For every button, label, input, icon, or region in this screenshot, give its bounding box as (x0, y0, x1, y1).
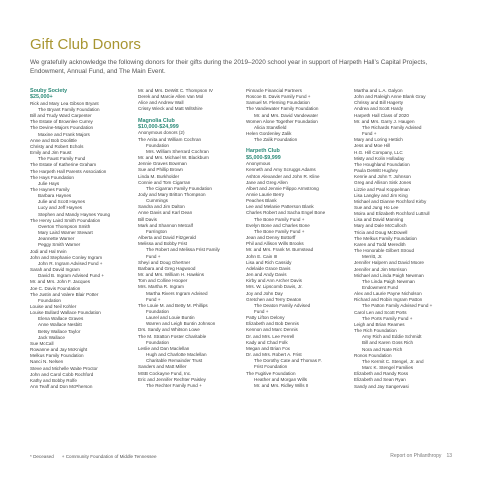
donor-entry: The Louie M. and Betty M. Phillips (138, 302, 208, 308)
donor-entry: Crissy Wieck and Matt Wiltshire (138, 106, 203, 112)
donor-entry: Jennifer Halpern and David Moore (354, 260, 424, 266)
donor-entry: John E. Cain III (246, 253, 278, 259)
donor-entry: Moira and Elizabeth Rochford Luttrull (354, 211, 430, 217)
donor-entry: The Deaton Family Advised (254, 302, 311, 308)
donor-entry: MSB Cockayne Fund, Inc. (138, 370, 192, 376)
donor-entry: Mark and Shannon Metcalf (138, 222, 193, 228)
donor-entry: Alberta and David Fitzgerald (138, 235, 196, 241)
donor-entry: Elizabeth and Randy Ross (354, 371, 409, 377)
donor-entry: Harpeth Hall Class of 2020 (354, 112, 409, 118)
donor-entry: Lucy and Jeff Haynes (38, 205, 83, 211)
donor-entry: Bill and Trudy Ward Carpenter (30, 113, 92, 119)
donor-entry: The Ports Family Fund + (362, 315, 413, 321)
page-number: 13 (446, 453, 452, 459)
donor-entry: Karen and Todd Meredith (354, 241, 406, 247)
donor-entry: Mary and Loring Hettich (354, 137, 403, 143)
donor-entry: Mary Laird Warner Stewart (38, 230, 93, 236)
donor-entry: Connie and Tom Cigarran (138, 179, 191, 185)
donor-entry: Melissa and Bobby Frist (138, 241, 188, 247)
donor-entry: The Estate of Brownlee Currey (30, 119, 93, 125)
club-heading: $25,000+ (30, 94, 53, 101)
donor-entry: The Bryant Family Foundation (38, 106, 100, 112)
donor-entry: Kady and Chad Folk (246, 339, 288, 345)
report-title: Report on Philanthropy (390, 453, 442, 459)
donor-entry: Peaches Blank (246, 198, 277, 204)
donor-entry: Leigh and Brian Reames (354, 321, 405, 327)
donor-entry: Roscoe B. Davis Family Fund + (246, 94, 311, 100)
legend-community-foundation: + Community Foundation of Middle Tennessee (61, 454, 157, 459)
donor-entry: Kennon and Marc Dennis (246, 327, 298, 333)
donor-entry: Michael and Linda Paigh Newman (354, 272, 424, 278)
donor-entry: The Harpeth Hall Parents Association (30, 168, 107, 174)
donor-entry: Hugh and Charlotte Maclellan (146, 352, 207, 358)
donor-entry: Peggy Smith Warner (38, 242, 81, 248)
donor-entry: Linda M. Burkholder (138, 173, 180, 179)
donor-entry: The Richards Family Advised (362, 124, 422, 130)
donor-entry: The Honorable Gilbert Stroud (354, 248, 415, 254)
donor-entry: Helen Gordenley Zalik (246, 131, 292, 137)
donor-entry: Dr. and Mrs. Lee Ferrell (246, 333, 295, 339)
donor-entry: Farrington (146, 228, 167, 234)
donor-entry: The Rechter Family Fund + (146, 382, 202, 388)
donor-entry: Nora and Nate Rich (362, 346, 403, 352)
donor-entry: The Robert and Melissa Frist Family (146, 247, 220, 253)
donor-entry: Louise Bullard Wallace Foundation (30, 310, 101, 316)
donor-entry: H.G. Hill Company, LLC (354, 149, 403, 155)
donor-entry: The Zalik Foundation (254, 137, 298, 143)
donor-entry: The Patton Family Advised Fund + (362, 303, 433, 309)
donor-entry: Lee and Melanie Patterson Blank (246, 204, 314, 210)
donor-entry: Jodi and Hal Irwin (30, 248, 67, 254)
donor-entry: Adelaide Grace Davis (246, 265, 291, 271)
donor-column-3 (246, 88, 346, 440)
donor-entry: Fund + (254, 308, 269, 314)
donor-entry: Warren and Leigh Buntin Johnson (146, 321, 216, 327)
donor-entry: Derek and Marcie Allen Van Mol (138, 94, 204, 100)
donor-entry: Ashton Alexander and John R. Kline (246, 173, 320, 179)
donor-entry: Sue and Phillip Brown (138, 167, 183, 173)
donor-entry: Megan and Brian Fox (246, 345, 290, 351)
footer-page-info (390, 453, 452, 459)
donor-entry: The M. Stratton Foster Charitable (138, 333, 207, 339)
donor-entry: Kirby and Ann Archer Davis (246, 278, 302, 284)
donor-entry: Julie and Scott Haynes (38, 199, 85, 205)
donor-entry: Lisa and David Manning (354, 217, 404, 223)
donor-entry: Joy and John Day (246, 290, 283, 296)
donor-entry: Heather and Morgan Wills (254, 376, 308, 382)
donor-entry: Jen and Andy Davis (246, 272, 287, 278)
donor-entry: Endowment Fund (362, 285, 399, 290)
donor-entry: The Linda Paigh Newman (362, 278, 415, 284)
donor-entry: John and Raleigh Anne Blank Gray (354, 94, 426, 100)
donor-column-2 (138, 88, 238, 440)
donor-entry: Gretchen and Terry Deaton (246, 296, 302, 302)
donor-entry: The Vandewater Family Foundation (246, 106, 319, 112)
donor-entry: Sanders and Matt Miller (138, 364, 187, 370)
donor-entry: Maxine and Frank Majors (38, 131, 90, 137)
donor-entry: Stephen and Mandy Haynes Young (38, 211, 111, 217)
donor-entry: Mrs. Martha R. Ingram (138, 284, 184, 290)
donor-entry: Greg and Allison Sisk Jones (354, 180, 412, 186)
donor-entry: Eric and Jennifer Rechter Paisley (138, 376, 206, 382)
donor-entry: Pinnacle Financial Partners (246, 88, 302, 93)
donor-entry: Alicia Stansfield (254, 124, 287, 130)
intro-paragraph: We gratefully acknowledge the following donors for their gifts during the 2019–2020 school year in support of Harpeth Hall’s Capital Projects, Endowment, Annual Fund, and The Main Event. (30, 59, 428, 75)
donor-entry: Julie Hays (38, 180, 60, 186)
donor-entry: Sandy and Jay Sangervasi (354, 383, 409, 389)
donor-entry: Phil and Allison Wills Brooks (246, 241, 304, 247)
donor-entry: Melkus Family Foundation (30, 353, 84, 359)
donor-entry: Richard and Robin Ingram Patton (354, 297, 423, 303)
donor-entry: Elena Wallace Graves (38, 316, 84, 322)
club-heading: Harpeth Club (246, 148, 280, 155)
donor-entry: Lisa Langley and Jim King (354, 192, 408, 198)
donor-entry: Anne Wallace Nesbitt (38, 322, 82, 328)
donor-entry: The Justin and Valere Blair Potter (30, 291, 99, 297)
donor-entry: David B. Ingram Advised Fund + (38, 273, 105, 279)
donor-entry: Foundation (146, 142, 169, 148)
donor-entry: Misty and Kolin Holladay (354, 155, 405, 161)
donor-entry: Annie Laurie Berry (246, 192, 285, 197)
club-heading: $10,000-$24,999 (138, 124, 179, 131)
donor-entry: The Faust Family Fund (38, 156, 86, 162)
donor-entry: Sheyi and Doug Ghertner (138, 259, 191, 265)
donor-entry: The Bone Family Fund + (254, 228, 305, 234)
donor-entry: Kenrie and John T. Johnson (354, 174, 411, 180)
donor-entry: Evelyn Bone and Charles Bone (246, 222, 310, 228)
donor-entry: Foundation (146, 339, 169, 345)
donor-entry: Ronos Foundation (354, 352, 392, 358)
donor-entry: Lisa and Rich Cassidy (246, 259, 292, 265)
donor-entry: Mr. and Mrs. David Vandewater (254, 112, 318, 118)
donor-entry: Martha Rivers Ingram Advised (146, 290, 208, 296)
donor-entry: The Devine-Majors Foundation (30, 125, 94, 131)
donor-entry: Merritt, Jr. (362, 254, 383, 260)
donor-entry: Fund + (146, 296, 161, 302)
donor-entry: Charitable Remainder Trust (146, 358, 203, 364)
donor-entry: Fund + (362, 131, 377, 137)
donor-entry: Overton Thompson Smith (38, 223, 91, 229)
donor-entry: Jennifer and Jim Morrison (354, 266, 407, 272)
donor-entry: Sarah and David Ingram (30, 267, 80, 273)
donor-entry: Laurel and Louie Buntin (146, 315, 195, 321)
donor-entry: Leslie and Dan Maclellan (138, 345, 190, 351)
donor-entry: Mrs. William Sherrard Cochran (146, 148, 209, 154)
donor-columns (30, 88, 454, 440)
donor-entry: Women Alone Together Foundation (246, 118, 318, 124)
donor-entry: Christy and Robert Echols (30, 143, 84, 149)
donor-entry: Jane and Greg Allen (246, 179, 288, 185)
donor-entry: Rowanne and Jay McKnight (30, 347, 88, 353)
donor-entry: Sue McCall (30, 340, 54, 346)
donor-entry: Charles Robert and Sacha Engel Bone (246, 210, 326, 216)
donor-entry: Alex and Laurie Payne Nicholson (354, 291, 422, 297)
donor-entry: Drs. Sandy and Whitson Lowe (138, 327, 200, 333)
donor-entry: Mr. and Mrs. DeWitt C. Thompson IV (138, 88, 213, 93)
donor-entry: Mr. and Mrs. Garry J. Haugen (354, 118, 415, 124)
donor-entry: Foundation (146, 308, 169, 314)
donor-entry: Amy Rich and Eddie Schmidt (362, 334, 422, 340)
donor-entry: Cummings (146, 198, 168, 204)
donor-entry: Rick and Mary Lea Gibson Bryant (30, 100, 99, 106)
donor-entry: Kenneth and Amy Scruggs Adams (246, 167, 316, 173)
donor-entry: Samuel M. Fleming Foundation (246, 100, 310, 106)
donor-entry: Albert and Jennie Filippo Armstrong (246, 185, 319, 191)
donor-entry: Andrea and Scott Hardy (354, 106, 404, 112)
donor-entry: Nanci N. Nelsen (30, 359, 64, 365)
donor-entry: Carol Len and Scott Ports (354, 309, 407, 315)
club-heading: $5,000-$9,999 (246, 154, 281, 161)
donor-entry: The Estate of Katherine Graham (30, 162, 97, 168)
donor-entry: The Fugitive Foundation (246, 370, 296, 376)
donor-entry: Joe C. Davis Foundation (30, 285, 81, 291)
footer-legend (30, 454, 157, 459)
donor-entry: John and Stephanie Conley Ingram (30, 254, 103, 260)
donor-entry: Mary and Dale McCulloch (354, 223, 407, 229)
donor-entry: Anne and Bob Doolittle (30, 137, 77, 143)
donor-entry: Emily and Jim Faust (30, 150, 72, 156)
donor-entry: Anne Davis and Karl Dean (138, 210, 193, 216)
donor-entry: Anonymous (246, 161, 271, 167)
donor-entry: The Melkus Family Foundation (354, 235, 417, 241)
donor-entry: Dr. and Mrs. Robert A. Frist (246, 352, 302, 358)
page-title: Gift Club Donors (30, 36, 141, 53)
donor-entry: Frist Foundation (254, 364, 288, 370)
donor-entry: Alice and Andrew Wall (138, 100, 184, 106)
donor-entry: Jean and Denny Bottorff (246, 235, 296, 241)
donor-entry: Paula DeWitt Hughey (354, 168, 398, 174)
donor-entry: The Rich Foundation (354, 328, 397, 334)
donor-entry: Anonymous donors (2) (138, 130, 185, 136)
donor-entry: Sue and Jung Ho Lee (354, 204, 399, 210)
donor-entry: Mr. and Mrs. Ridley Wills II (254, 382, 309, 388)
donor-entry: Louise and Neil Kohler (30, 303, 77, 309)
legend-deceased: * Deceased (30, 454, 54, 459)
donor-entry: Betsy Wallace Taylor (38, 328, 81, 334)
donor-entry: Sandra and Jim Dalton (138, 204, 185, 210)
donor-entry: Jess and Moe Hill (354, 143, 391, 149)
donor-entry: Tom and Colline Hooper (138, 278, 188, 284)
donor-entry: Ann Teaff and Don McPherson (30, 384, 93, 389)
donor-entry: Jeannette Warner (38, 236, 75, 242)
club-heading: Souby Society (30, 88, 68, 94)
donor-entry: The Haynes Family (30, 187, 70, 192)
donor-entry: Jody and Mary Britton Thompson (138, 192, 206, 197)
donor-entry: Mr. and Mrs. William H. Hawkins (138, 272, 205, 278)
donor-entry: Elizabeth and Bob Dennis (246, 321, 299, 327)
donor-entry: Foundation (38, 297, 61, 303)
donor-entry: John R. Ingram Advised Fund + (38, 260, 103, 266)
donor-entry: Martha and L.A. Galyon (354, 88, 403, 93)
donor-entry: Jack Wallace (38, 334, 65, 340)
donor-entry: Mr. and Mrs. John F. Jacques (30, 279, 90, 285)
donor-entry: Lizzie and Paul Koppelman (354, 186, 410, 192)
donor-entry: Bill Davis (138, 216, 157, 222)
donor-entry: Tricia and Doug McDowell (354, 229, 408, 235)
donor-column-1 (30, 88, 130, 440)
donor-entry: Mr. and Mrs. Michael W. Blackburn (138, 155, 209, 161)
donor-entry: The Bone Family Fund + (254, 216, 305, 222)
club-heading: Magnolia Club (138, 117, 175, 124)
donor-entry: The Hays Foundation (30, 174, 74, 180)
donor-entry: Jennie Graves Bowman (138, 161, 187, 167)
donor-entry: Kathy and Bobby Rolfe (30, 377, 77, 383)
donor-entry: Elizabeth and Sean Ryan (354, 377, 406, 383)
donor-entry: John and Carol Cobb Rochford (30, 371, 94, 377)
donor-entry: Barbara and Greg Hagwood (138, 265, 196, 271)
donor-entry: The Anita and William Cochran (138, 136, 202, 142)
donor-entry: The Henry Laird Smith Foundation (30, 217, 101, 223)
donor-entry: Mr. and Mrs. Frank M. Burnstead (246, 247, 314, 253)
donor-entry: The Cigarran Family Foundation (146, 185, 212, 191)
donor-entry: Marc K. Stengel Families (362, 365, 414, 371)
donor-entry: Fund + (146, 253, 161, 259)
donor-column-4 (354, 88, 454, 440)
donor-entry: Barbara Haynes (38, 193, 72, 199)
donor-entry: Chrissy and Bill Hagerty (354, 100, 404, 106)
donor-entry: Steve and Michelle Waite Proctor (30, 365, 98, 371)
donor-entry: Bill and Karen Goss Rich (362, 340, 414, 346)
donor-entry: Michael and Dianne Rochford Kirby (354, 198, 427, 204)
donor-entry: Mrs. W. Lipscomb Davis, Jr. (246, 284, 303, 290)
donor-entry: The Kermit C. Stengel, Jr. and (362, 358, 424, 364)
donor-entry: The Houghland Foundation (354, 161, 410, 167)
donor-entry: The Dorothy Cate and Thomas F. (254, 358, 322, 364)
donor-entry: Patty Lifton Delony (246, 315, 285, 321)
